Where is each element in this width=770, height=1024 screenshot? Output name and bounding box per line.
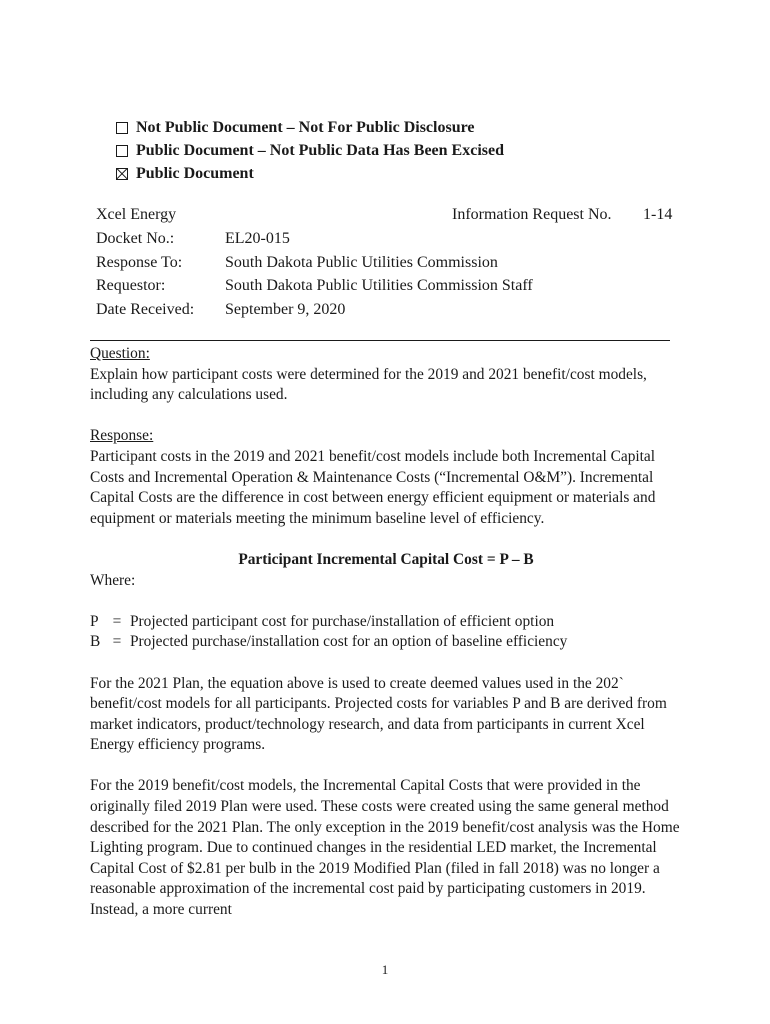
classification-label: Public Document: [136, 165, 254, 182]
classification-label: Not Public Document – Not For Public Disclosure: [136, 119, 475, 136]
docket-label: Docket No.:: [96, 230, 175, 247]
checkbox-icon: [116, 122, 128, 134]
page-number: 1: [381, 962, 389, 977]
docket-row: [96, 227, 676, 251]
response-to-label: Response To:: [96, 253, 183, 271]
requestor-value: South Dakota Public Utilities Commission Staff: [225, 277, 533, 295]
request-header: [96, 203, 676, 321]
variable-symbol: B: [90, 633, 101, 651]
requestor-row: [96, 274, 676, 298]
classification-item-public: [116, 162, 504, 185]
checked-checkbox-icon: [116, 168, 128, 180]
info-request-label: Information Request No.: [452, 206, 612, 223]
date-received-value: September 9, 2020: [225, 300, 346, 318]
response-paragraph-1: Participant costs in the 2019 and 2021 benefit/cost models include both Incremental Capital Costs and Incremental Operation & Maintenance Costs (“Incremental O&M”). Incremental Capital Costs are the difference in cost between energy efficient equipment or materials and equipment or materials meeting the minimum baseline level of efficiency.: [90, 447, 656, 527]
question-heading: Question:: [90, 345, 150, 362]
variable-equals: =: [112, 612, 122, 630]
header-divider: [90, 340, 670, 341]
variable-equals: =: [112, 633, 122, 651]
classification-checklist: [116, 116, 504, 185]
requestor-label: Requestor:: [96, 277, 166, 295]
variable-definition: Projected participant cost for purchase/installation of efficient option: [130, 612, 555, 630]
question-text: Explain how participant costs were determined for the 2019 and 2021 benefit/cost models, including any calculations used.: [90, 365, 647, 404]
variable-definition-b: [90, 632, 682, 653]
date-received-row: [96, 298, 676, 322]
response-to-value: South Dakota Public Utilities Commission: [225, 253, 498, 271]
classification-item-not-public: [116, 116, 504, 139]
classification-label: Public Document – Not Public Data Has Been Excised: [136, 142, 504, 159]
response-paragraph-2: For the 2021 Plan, the equation above is used to create deemed values used in the 202` benefit/cost models for all participants. Projected costs for variables P and B are derived from market indicators, product/technology research, and data from participants in current Xcel Energy efficiency programs.: [90, 674, 667, 754]
response-to-row: [96, 251, 676, 275]
where-label: Where:: [90, 571, 136, 589]
docket-value: EL20-015: [225, 230, 290, 247]
variable-definition-p: [90, 612, 682, 633]
variable-symbol: P: [90, 612, 99, 630]
response-paragraph-3: For the 2019 benefit/cost models, the Incremental Capital Costs that were provided in the originally filed 2019 Plan were used. These costs were created using the same general method described for the 2021 Plan. The only exception in the 2019 benefit/cost analysis was the Home Lighting program. Due to continued changes in the residential LED market, the Incremental Capital Cost of $2.81 per bulb in the 2019 Modified Plan (filed in fall 2018) was no longer a reasonable approximation of the incremental cost paid by participating customers in 2019. Instead, a more current: [90, 777, 680, 919]
equation: Participant Incremental Capital Cost = P – B: [238, 550, 534, 568]
checkbox-icon: [116, 145, 128, 157]
header-top-line: [96, 203, 676, 227]
classification-item-public-excised: [116, 139, 504, 162]
document-body: [90, 344, 682, 921]
response-heading: Response:: [90, 427, 154, 445]
info-request-number: 1-14: [643, 206, 673, 223]
company-name: Xcel Energy: [96, 206, 177, 223]
variable-definition: Projected purchase/installation cost for an option of baseline efficiency: [130, 633, 568, 651]
date-received-label: Date Received:: [96, 300, 195, 318]
